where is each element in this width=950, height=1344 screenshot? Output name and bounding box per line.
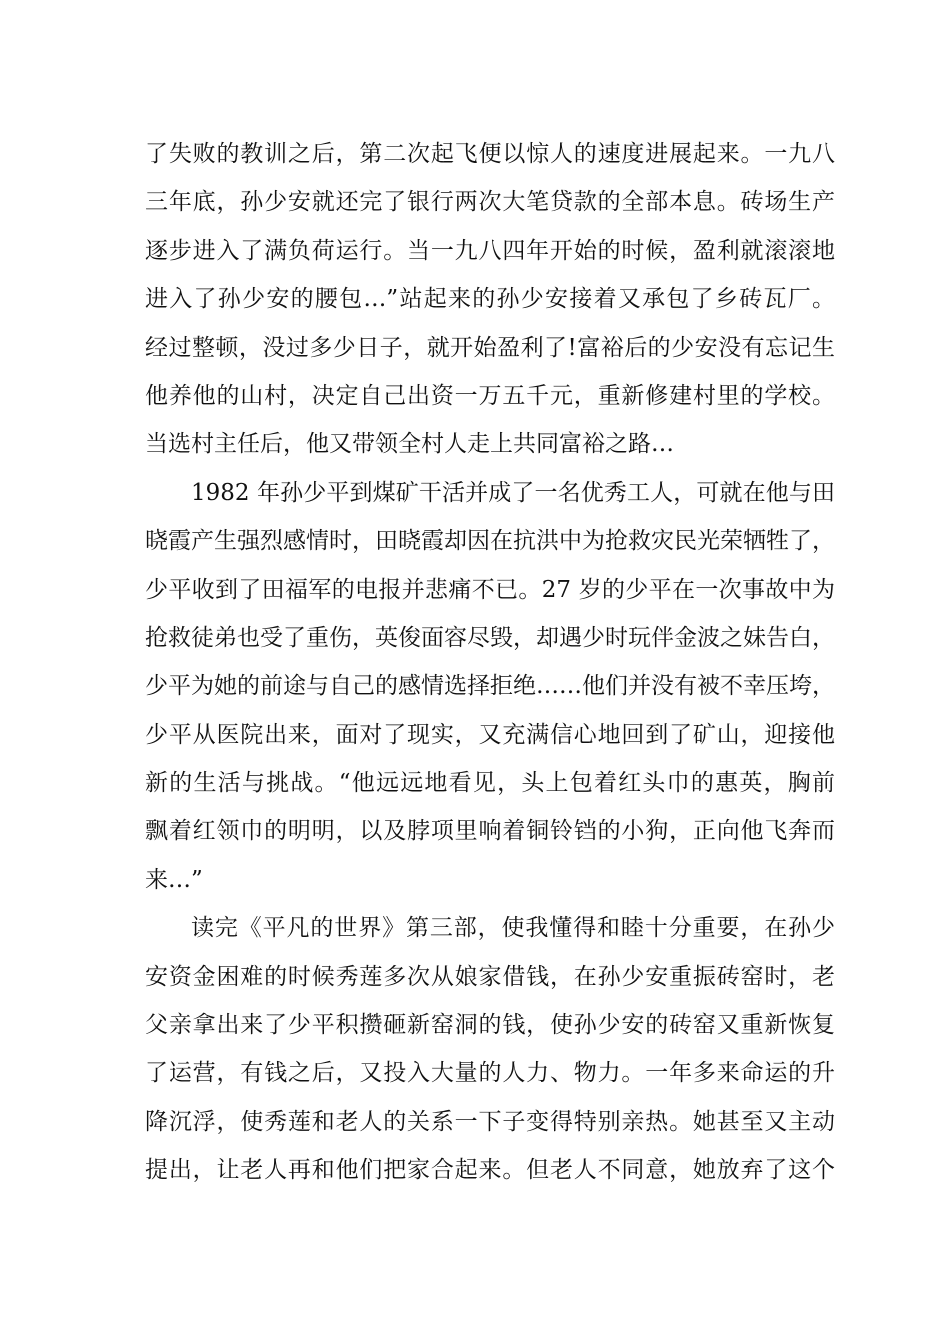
text-line: 少平收到了田福军的电报并悲痛不已。27 岁的少平在一次事故中为 bbox=[145, 576, 835, 603]
text-line: 少平为她的前途与自己的感情选择拒绝……他们并没有被不幸压垮， bbox=[145, 673, 835, 700]
text-line: 他养他的山村，决定自己出资一万五千元，重新修建村里的学校。 bbox=[145, 382, 835, 409]
text-line: 进入了孙少安的腰包…”站起来的孙少安接着又承包了乡砖瓦厂。 bbox=[145, 286, 835, 313]
text-line: 三年底，孙少安就还完了银行两次大笔贷款的全部本息。砖场生产 bbox=[145, 189, 835, 216]
text-line: 来…” bbox=[145, 866, 203, 893]
text-line: 提出，让老人再和他们把家合起来。但老人不同意，她放弃了这个 bbox=[145, 1157, 835, 1184]
text-line: 1982 年孙少平到煤矿干活并成了一名优秀工人，可就在他与田 bbox=[191, 479, 835, 506]
paragraph-2 bbox=[145, 469, 835, 905]
text-line: 当选村主任后，他又带领全村人走上共同富裕之路… bbox=[145, 431, 674, 458]
text-line: 少平从医院出来，面对了现实，又充满信心地回到了矿山，迎接他 bbox=[145, 721, 835, 748]
text-line: 抢救徒弟也受了重伤，英俊面容尽毁，却遇少时玩伴金波之妹告白， bbox=[145, 624, 835, 651]
text-line: 新的生活与挑战。“他远远地看见，头上包着红头巾的惠英，胸前 bbox=[145, 770, 835, 797]
document-body bbox=[145, 130, 835, 1195]
text-line: 了运营，有钱之后，又投入大量的人力、物力。一年多来命运的升 bbox=[145, 1060, 835, 1087]
paragraph-1 bbox=[145, 130, 835, 469]
paragraph-3 bbox=[145, 904, 835, 1194]
text-line: 逐步进入了满负荷运行。当一九八四年开始的时候，盈利就滚滚地 bbox=[145, 237, 835, 264]
text-line: 了失败的教训之后，第二次起飞便以惊人的速度进展起来。一九八 bbox=[145, 141, 835, 167]
text-line: 父亲拿出来了少平积攒砸新窑洞的钱，使孙少安的砖窑又重新恢复 bbox=[145, 1012, 835, 1039]
text-line: 降沉浮，使秀莲和老人的关系一下子变得特别亲热。她甚至又主动 bbox=[145, 1108, 835, 1135]
text-line: 读完《平凡的世界》第三部，使我懂得和睦十分重要，在孙少 bbox=[191, 915, 835, 942]
text-line: 晓霞产生强烈感情时，田晓霞却因在抗洪中为抢救灾民光荣牺牲了， bbox=[145, 528, 835, 555]
text-line: 安资金困难的时候秀莲多次从娘家借钱，在孙少安重振砖窑时，老 bbox=[145, 963, 835, 990]
text-line: 飘着红领巾的明明，以及脖项里响着铜铃铛的小狗，正向他飞奔而 bbox=[145, 818, 835, 845]
text-line: 经过整顿，没过多少日子，就开始盈利了!富裕后的少安没有忘记生 bbox=[145, 334, 835, 361]
